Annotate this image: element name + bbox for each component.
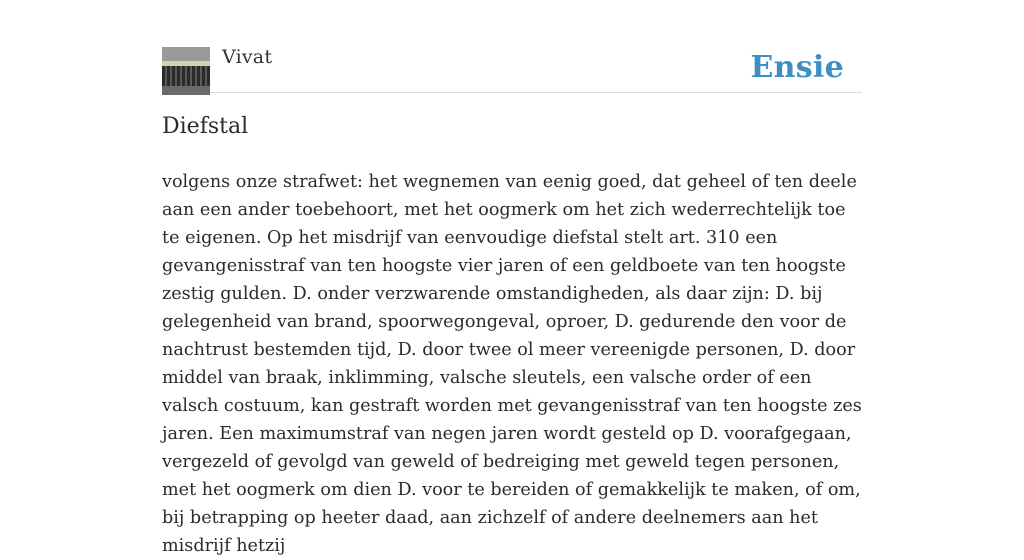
book-spines-avatar-icon [162, 47, 210, 95]
article-body: volgens onze strafwet: het wegnemen van eenig goed, dat geheel of ten deele aan een ander toebehoort, met het oogmerk om het zich wederrechtelijk toe te eigenen. Op het misdrijf van eenvoudige diefstal stelt art. 310 een gevangenisstraf van ten hoogste vier jaren of een geldboete van ten hoogste zestig gulden. D. onder verzwarende omstandigheden, als daar zijn: D. bij gelegenheid van brand, spoorwegongeval, oproer, D. gedurende den voor de nachtrust bestemden tijd, D. door twee ol meer vereenigde personen, D. door middel van braak, inklimming, valsche sleutels, een valsche order of een valsch costuum, kan gestraft worden met gevangenisstraf van ten hoogste zes jaren. Een maximumstraf van negen jaren wordt gesteld op D. voorafgegaan, vergezeld of gevolgd van geweld of bedreiging met geweld tegen personen, met het oogmerk om dien D. voor te bereiden of gemakkelijk te maken, of om, bij betrapping op heeter daad, aan zichzelf of andere deelnemers aan het misdrijf hetzij [162, 172, 862, 556]
article-title: Diefstal [162, 114, 249, 139]
author-name[interactable]: Vivat [222, 46, 273, 68]
author-avatar[interactable] [162, 47, 210, 95]
page-header [162, 46, 862, 93]
ensie-logo[interactable]: Ensie [750, 50, 844, 85]
